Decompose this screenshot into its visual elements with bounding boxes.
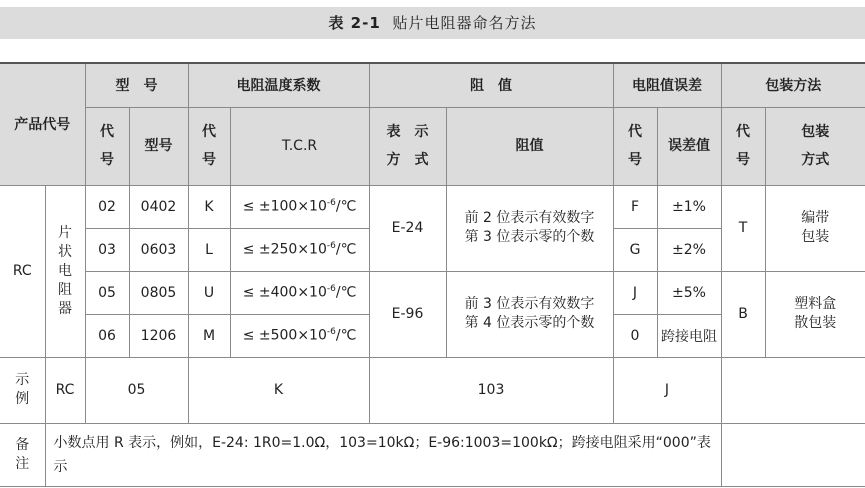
e96-method-cell: E-96 (369, 271, 446, 357)
example-value: 103 (369, 357, 613, 423)
header-tolerance: 电阻值误差 (613, 63, 721, 107)
rc-cell: RC (0, 185, 45, 357)
caption-title: 贴片电阻器命名方法 (392, 14, 537, 32)
header-model-no: 型号 (129, 107, 188, 185)
header-resistance: 阻 值 (369, 63, 613, 107)
e24-method-cell: E-24 (369, 185, 446, 271)
model-cell: 0402 (129, 185, 188, 228)
header-row-1 (0, 63, 865, 107)
example-row (0, 357, 865, 423)
tol-code-cell: F (613, 185, 657, 228)
header-pack-code: 代 号 (721, 107, 765, 185)
remark-pack (721, 423, 865, 486)
code-cell: 03 (85, 228, 129, 271)
example-code: 05 (85, 357, 188, 423)
header-representation: 表 示 方 式 (369, 107, 446, 185)
table-row (0, 271, 865, 314)
tol-cell: 跨接电阻 (657, 314, 721, 357)
tol-cell: ±5% (657, 271, 721, 314)
tcr-cell: ≤ $\pm 100\times 10^{-6}/℃$ (230, 185, 369, 228)
code-cell: 06 (85, 314, 129, 357)
code-cell: 02 (85, 185, 129, 228)
example-rc: RC (45, 357, 85, 423)
remark-row (0, 423, 865, 486)
pack-method-cell: 塑料盒 散包装 (765, 271, 865, 357)
tcr-code-cell: M (188, 314, 230, 357)
tol-code-cell: 0 (613, 314, 657, 357)
example-tol: J (613, 357, 721, 423)
header-product-code: 产品代号 (0, 63, 85, 185)
e96-rule-cell: 前 3 位表示有效数字 第 4 位表示零的个数 (446, 271, 613, 357)
header-pack-method: 包装 方式 (765, 107, 865, 185)
pack-method-cell: 编带 包装 (765, 185, 865, 271)
code-cell: 05 (85, 271, 129, 314)
e24-rule-cell: 前 2 位表示有效数字 第 3 位表示零的个数 (446, 185, 613, 271)
header-model: 型 号 (85, 63, 188, 107)
resistor-naming-table (0, 62, 865, 487)
table-row (0, 185, 865, 228)
header-tcr: 电阻温度系数 (188, 63, 369, 107)
header-tol-code: 代 号 (613, 107, 657, 185)
header-code: 代 号 (85, 107, 129, 185)
pack-code-cell: T (721, 185, 765, 271)
tol-code-cell: G (613, 228, 657, 271)
model-cell: 1206 (129, 314, 188, 357)
chip-type-cell: 片 状 电 阻 器 (45, 185, 85, 357)
header-tcr-code: 代 号 (188, 107, 230, 185)
remark-label: 备 注 (0, 423, 45, 486)
caption-number: 表 2-1 (328, 14, 381, 32)
header-tol-value: 误差值 (657, 107, 721, 185)
header-row-2 (0, 107, 865, 185)
example-tcr: K (188, 357, 369, 423)
tcr-cell: ≤ $\pm 400\times 10^{-6}/℃$ (230, 271, 369, 314)
table-caption (0, 7, 865, 39)
tol-code-cell: J (613, 271, 657, 314)
header-packaging: 包装方法 (721, 63, 865, 107)
tcr-code-cell: U (188, 271, 230, 314)
header-value: 阻值 (446, 107, 613, 185)
model-cell: 0805 (129, 271, 188, 314)
tcr-cell: ≤ $\pm 250\times 10^{-6}/℃$ (230, 228, 369, 271)
remark-text: 小数点用 R 表示，例如，E-24: 1R0=1.0Ω，103=10kΩ；E-96:1003=100kΩ；跨接电阻采用“000”表示 (45, 423, 721, 486)
tol-cell: ±2% (657, 228, 721, 271)
example-label: 示 例 (0, 357, 45, 423)
example-pack (721, 357, 865, 423)
tcr-code-cell: K (188, 185, 230, 228)
pack-code-cell: B (721, 271, 765, 357)
model-cell: 0603 (129, 228, 188, 271)
tcr-cell: ≤ $\pm 500\times 10^{-6}/℃$ (230, 314, 369, 357)
header-tcr-symbol: T.C.R (230, 107, 369, 185)
tcr-code-cell: L (188, 228, 230, 271)
tol-cell: ±1% (657, 185, 721, 228)
